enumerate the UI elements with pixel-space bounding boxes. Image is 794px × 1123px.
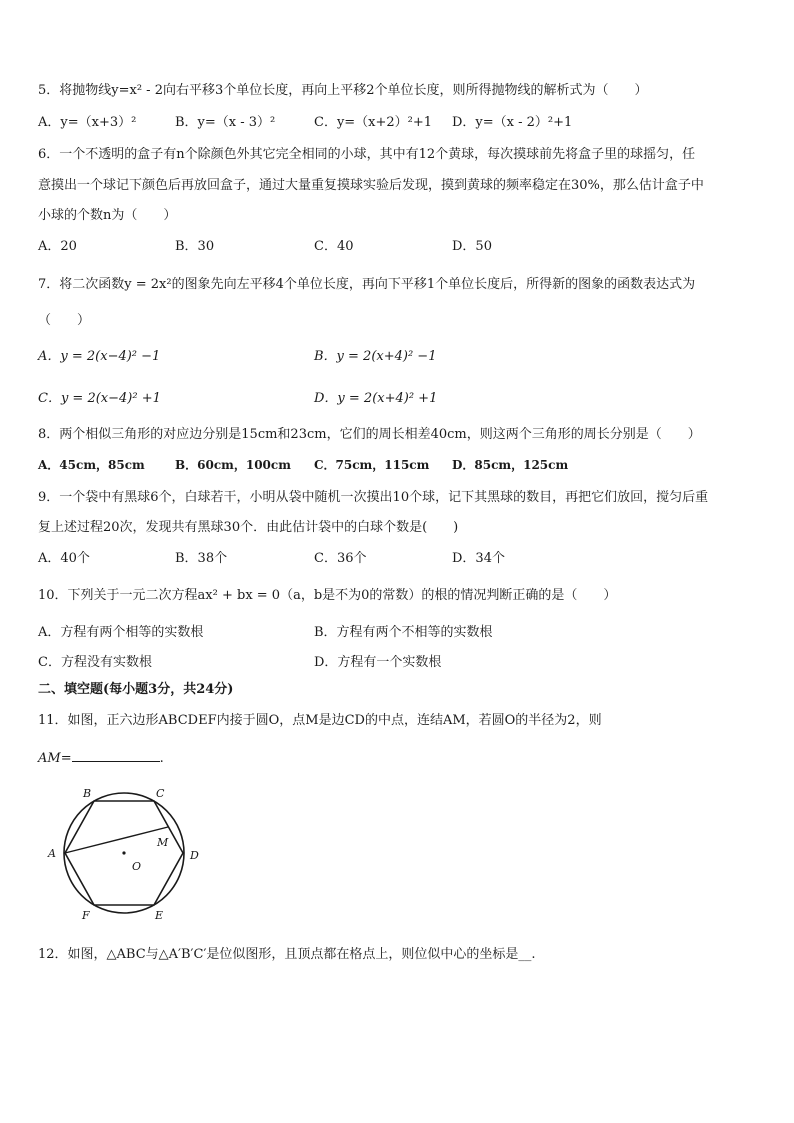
q11-answer-prefix: AM= bbox=[38, 751, 72, 766]
hexagon-in-circle-figure bbox=[40, 780, 220, 925]
q10-option-d: D．方程有一个实数根 bbox=[314, 655, 442, 670]
q8-option-a: A．45cm，85cm bbox=[38, 458, 145, 472]
segment-am bbox=[65, 827, 168, 853]
q9-option-d: D．34个 bbox=[452, 551, 505, 566]
center-point-o bbox=[122, 851, 125, 854]
q8-option-b: B．60cm，100cm bbox=[175, 458, 291, 472]
q12-stem: 12．如图，△ABC与△A′B′C′是位似图形，且顶点都在格点上，则位似中心的坐标是__. bbox=[38, 947, 536, 962]
q6-stem-1: 6．一个不透明的盒子有n个除颜色外其它完全相同的小球，其中有12个黄球，每次摸球前先将盒子里的球摇匀，任 bbox=[38, 147, 696, 162]
q8-option-d: D．85cm，125cm bbox=[452, 458, 569, 472]
q10-option-a: A．方程有两个相等的实数根 bbox=[38, 625, 204, 640]
q9-stem-2: 复上述过程20次，发现共有黑球30个．由此估计袋中的白球个数是( ) bbox=[38, 520, 459, 535]
q6-stem-3: 小球的个数n为（ ） bbox=[38, 208, 177, 223]
label-f: F bbox=[82, 909, 90, 922]
q11-stem: 11．如图，正六边形ABCDEF内接于圆O，点M是边CD的中点，连结AM，若圆O的半径为2，则 bbox=[38, 713, 602, 728]
q10-stem: 10．下列关于一元二次方程ax² + bx = 0（a，b是不为0的常数）的根的情况判断正确的是（ ） bbox=[38, 588, 617, 603]
q9-option-b: B．38个 bbox=[175, 551, 228, 566]
q9-option-a: A．40个 bbox=[38, 551, 90, 566]
label-e: E bbox=[155, 909, 164, 922]
label-m: M bbox=[157, 836, 169, 849]
q8-stem: 8．两个相似三角形的对应边分别是15cm和23cm，它们的周长相差40cm，则这两个三角形的周长分别是（ ） bbox=[38, 427, 701, 442]
q5-option-c: C．y=（x+2）²+1 bbox=[314, 115, 433, 130]
section-heading-fill-in: 二、填空题(每小题3分，共24分) bbox=[38, 682, 234, 697]
label-d: D bbox=[190, 849, 199, 862]
q11-answer-line bbox=[38, 749, 164, 768]
q7-stem-2: （ ） bbox=[38, 313, 91, 328]
label-c: C bbox=[156, 787, 165, 800]
q6-option-c: C．40 bbox=[314, 239, 354, 254]
q8-option-c: C．75cm，115cm bbox=[314, 458, 430, 472]
q7-option-b: B．y = 2(x+4)² −1 bbox=[314, 349, 437, 364]
q6-option-d: D．50 bbox=[452, 239, 492, 254]
label-o: O bbox=[132, 860, 142, 873]
q10-option-c: C．方程没有实数根 bbox=[38, 655, 152, 670]
q7-stem-1: 7．将二次函数y = 2x²的图象先向左平移4个单位长度，再向下平移1个单位长度后，所得新的图象的函数表达式为 bbox=[38, 277, 696, 292]
q6-option-a: A．20 bbox=[38, 239, 77, 254]
q11-answer-blank bbox=[72, 749, 160, 762]
q5-option-d: D．y=（x - 2）²+1 bbox=[452, 115, 573, 130]
q7-option-a: A．y = 2(x−4)² −1 bbox=[38, 349, 161, 364]
label-a: A bbox=[48, 847, 56, 860]
q6-stem-2: 意摸出一个球记下颜色后再放回盒子，通过大量重复摸球实验后发现，摸到黄球的频率稳定在30%，那么估计盒子中 bbox=[38, 178, 704, 193]
q5-option-b: B．y=（x - 3）² bbox=[175, 115, 276, 130]
q11-answer-suffix: . bbox=[159, 751, 164, 766]
label-b: B bbox=[83, 787, 92, 800]
q9-stem-1: 9．一个袋中有黑球6个，白球若干，小明从袋中随机一次摸出10个球，记下其黑球的数目，再把它们放回，搅匀后重 bbox=[38, 490, 709, 505]
q7-option-c: C．y = 2(x−4)² +1 bbox=[38, 391, 161, 406]
q5-stem: 5．将抛物线y=x² - 2向右平移3个单位长度，再向上平移2个单位长度，则所得抛物线的解析式为（ ） bbox=[38, 83, 648, 98]
q10-option-b: B．方程有两个不相等的实数根 bbox=[314, 625, 493, 640]
q7-option-d: D．y = 2(x+4)² +1 bbox=[314, 391, 438, 406]
q9-option-c: C．36个 bbox=[314, 551, 367, 566]
q6-option-b: B．30 bbox=[175, 239, 215, 254]
q5-option-a: A．y=（x+3）² bbox=[38, 115, 137, 130]
